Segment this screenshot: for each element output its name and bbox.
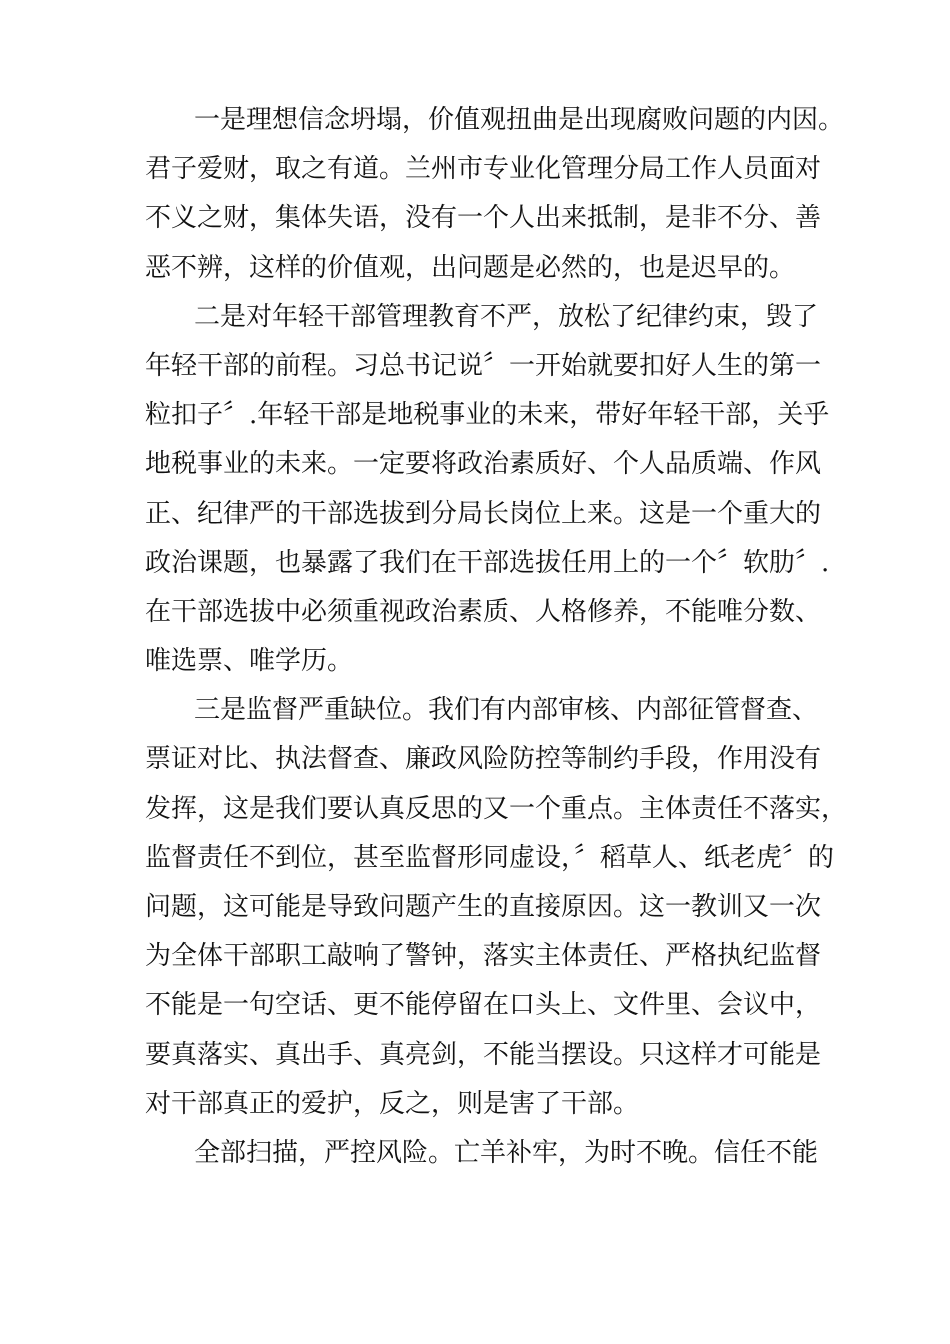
paragraph-3-line-6: 为全体干部职工敲响了警钟，落实主体责任、严格执纪监督 <box>145 941 822 972</box>
paragraph-2-line-2: 年轻干部的前程。习总书记说〞一开始就要扣好人生的第一 <box>145 350 822 381</box>
paragraph-2-line-8: 唯选票、唯学历。 <box>145 646 354 677</box>
paragraph-4-line-1: 全部扫描，严控风险。亡羊补牢，为时不晚。信任不能 <box>194 1137 819 1168</box>
paragraph-2-line-7: 在干部选拔中必须重视政治素质、人格修养，不能唯分数、 <box>145 596 822 627</box>
paragraph-3-line-1: 三是监督严重缺位。我们有内部审核、内部征管督查、 <box>194 695 819 726</box>
paragraph-1-line-4: 恶不辨，这样的价值观，出问题是必然的，也是迟早的。 <box>145 252 796 283</box>
paragraph-1-line-2: 君子爱财，取之有道。兰州市专业化管理分局工作人员面对 <box>145 154 822 185</box>
paragraph-1-line-1: 一是理想信念坍塌，价值观扭曲是出现腐败问题的内因。 <box>194 105 845 135</box>
paragraph-2-line-3: 粒扣子〞.年轻干部是地税事业的未来，带好年轻干部，关乎 <box>145 400 830 431</box>
paragraph-2-line-4: 地税事业的未来。一定要将政治素质好、个人品质端、作风 <box>145 449 822 480</box>
paragraph-3-line-2: 票证对比、执法督查、廉政风险防控等制约手段，作用没有 <box>145 744 822 775</box>
paragraph-3-line-8: 要真落实、真出手、真亮剑，不能当摆设。只这样才可能是 <box>145 1039 822 1070</box>
paragraph-3-line-4: 监督责任不到位，甚至监督形同虚设，〞稻草人、纸老虎〞的 <box>145 842 835 873</box>
paragraph-2-line-6: 政治课题，也暴露了我们在干部选拔任用上的一个〞软肋〞. <box>145 547 830 578</box>
paragraph-3-line-9: 对干部真正的爱护，反之，则是害了干部。 <box>145 1088 640 1119</box>
paragraph-2-line-1: 二是对年轻干部管理教育不严，放松了纪律约束，毁了 <box>194 301 819 332</box>
paragraph-3-line-7: 不能是一句空话、更不能停留在口头上、文件里、会议中， <box>145 990 822 1021</box>
paragraph-3-line-5: 问题，这可能是导致问题产生的直接原因。这一教训又一次 <box>145 892 822 922</box>
paragraph-2-line-5: 正、纪律严的干部选拔到分局长岗位上来。这是一个重大的 <box>145 498 822 529</box>
document-body <box>145 96 848 1178</box>
paragraph-1-line-3: 不义之财，集体失语，没有一个人出来抵制，是非不分、善 <box>145 203 822 234</box>
paragraph-3-line-3: 发挥，这是我们要认真反思的又一个重点。主体责任不落实， <box>145 793 848 824</box>
